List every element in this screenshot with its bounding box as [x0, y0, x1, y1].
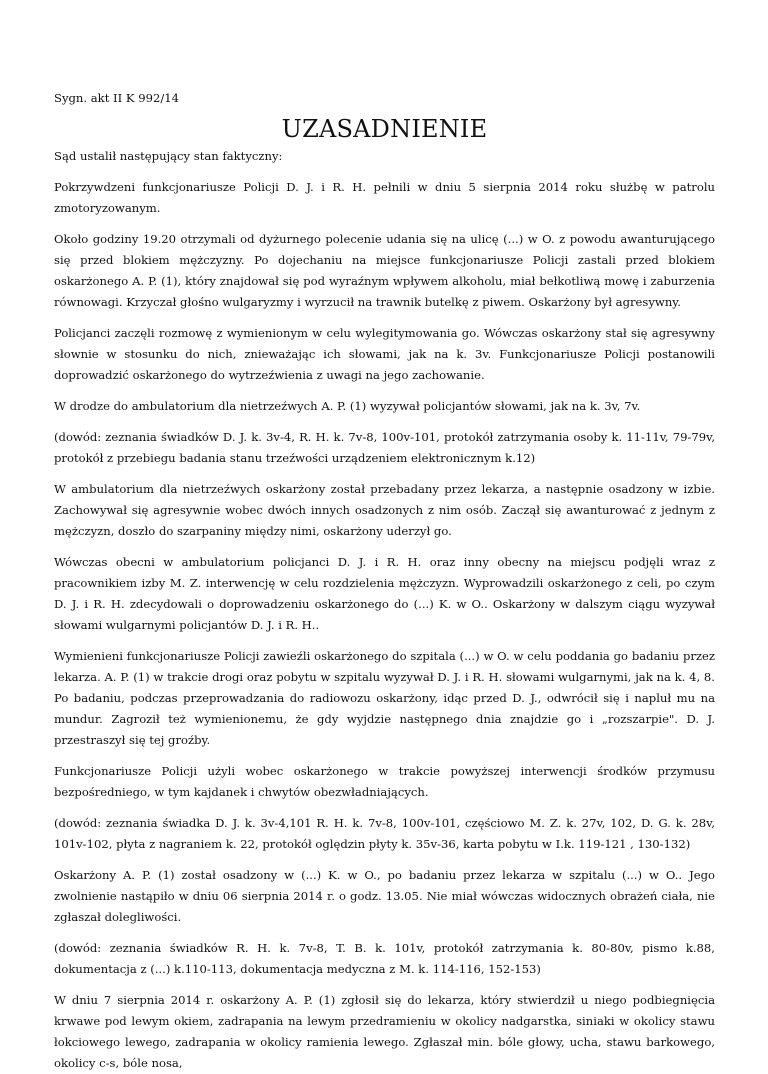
- paragraph: Pokrzywdzeni funkcjonariusze Policji D. J. i R. H. pełnili w dniu 5 sierpnia 2014 roku służbę w patrolu zmotoryzowanym.: [54, 180, 715, 215]
- document-page: [54, 88, 715, 1074]
- paragraph: Policjanci zaczęli rozmowę z wymienionym w celu wylegitymowania go. Wówczas oskarżony stał się agresywny słownie w stosunku do nich, znieważając ich słowami, jak na k. 3v. Funkcjonariusze Policji postanowili doprowadzić oskarżonego do wytrzeźwienia z uwagi na jego zachowanie.: [54, 326, 715, 382]
- case-signature: Sygn. akt II K 992/14: [54, 91, 180, 105]
- evidence-note: (dowód: zeznania świadka D. J. k. 3v-4,101 R. H. k. 7v-8, 100v-101, częściowo M. Z. k. 27v, 102, D. G. k. 28v, 101v-102, płyta z nagraniem k. 22, protokół oględzin płyty k. 35v-36, karta pobytu w I.k. 119-121 , 130-132): [54, 816, 715, 851]
- evidence-note: (dowód: zeznania świadków D. J. k. 3v-4, R. H. k. 7v-8, 100v-101, protokół zatrzymania osoby k. 11-11v, 79-79v, protokół z przebiegu badania stanu trzeźwości urządzeniem elektronicznym k.12): [54, 430, 715, 465]
- paragraph: W drodze do ambulatorium dla nietrzeźwych A. P. (1) wyzywał policjantów słowami, jak na k. 3v, 7v.: [54, 399, 641, 413]
- paragraph: Wymienieni funkcjonariusze Policji zawieźli oskarżonego do szpitala (...) w O. w celu poddania go badaniu przez lekarza. A. P. (1) w trakcie drogi oraz pobytu w szpitalu wyzywał D. J. i R. H. słowami wulgarnymi, jak na k. 4, 8. Po badaniu, podczas przeprowadzania do radiowozu oskarżony, idąc przed D. J., odwrócił się i napluł mu na mundur. Zagroził też wymienionemu, że gdy wyjdzie następnego dnia znajdzie go i „rozszarpie". D. J. przestraszył się tej groźby.: [54, 649, 715, 747]
- paragraph: Wówczas obecni w ambulatorium policjanci D. J. i R. H. oraz inny obecny na miejscu podjęli wraz z pracownikiem izby M. Z. interwencję w celu rozdzielenia mężczyzn. Wyprowadzili oskarżonego z celi, po czym D. J. i R. H. zdecydowali o doprowadzeniu oskarżonego do (...) K. w O.. Oskarżony w dalszym ciągu wyzywał słowami wulgarnymi policjantów D. J. i R. H..: [54, 555, 715, 632]
- paragraph-continued: W dniu 7 sierpnia 2014 r. oskarżony A. P. (1) zgłosił się do lekarza, który stwierdził u niego podbiegnięcia krwawe pod lewym okiem, zadrapania na lewym przedramieniu w okolicy nadgarstka, siniaki w okolicy stawu łokciowego lewego, zadrapania w okolicy ramienia lewego. Zgłaszał min. bóle głowy, ucha, stawu barkowego, okolicy c-s, bóle nosa,: [54, 993, 715, 1070]
- paragraph: Funkcjonariusze Policji użyli wobec oskarżonego w trakcie powyższej interwencji środków przymusu bezpośredniego, w tym kajdanek i chwytów obezwładniających.: [54, 764, 715, 799]
- evidence-note: (dowód: zeznania świadków R. H. k. 7v-8, T. B. k. 101v, protokół zatrzymania k. 80-80v, pismo k.88, dokumentacja z (...) k.110-113, dokumentacja medyczna z M. k. 114-116, 152-153): [54, 941, 715, 976]
- paragraph: Około godziny 19.20 otrzymali od dyżurnego polecenie udania się na ulicę (...) w O. z powodu awanturującego się przed blokiem mężczyzny. Po dojechaniu na miejsce funkcjonariusze Policji zastali przed blokiem oskarżonego A. P. (1), który znajdował się pod wyraźnym wpływem alkoholu, miał bełkotliwą mowę i zaburzenia równowagi. Krzyczał głośno wulgaryzmy i wyrzucił na trawnik butelkę z piwem. Oskarżony był agresywny.: [54, 232, 715, 309]
- paragraph-intro: Sąd ustalił następujący stan faktyczny:: [54, 149, 283, 163]
- paragraph: Oskarżony A. P. (1) został osadzony w (...) K. w O., po badaniu przez lekarza w szpitalu (...) w O.. Jego zwolnienie nastąpiło w dniu 06 sierpnia 2014 r. o godz. 13.05. Nie miał wówczas widocznych obrażeń ciała, nie zgłaszał dolegliwości.: [54, 868, 715, 924]
- paragraph: W ambulatorium dla nietrzeźwych oskarżony został przebadany przez lekarza, a następnie osadzony w izbie. Zachowywał się agresywnie wobec dwóch innych osadzonych z nim osób. Zaczął się awanturować z jednym z mężczyzn, doszło do szarpaniny między nimi, oskarżony uderzył go.: [54, 482, 715, 538]
- document-title: UZASADNIENIE: [281, 115, 488, 143]
